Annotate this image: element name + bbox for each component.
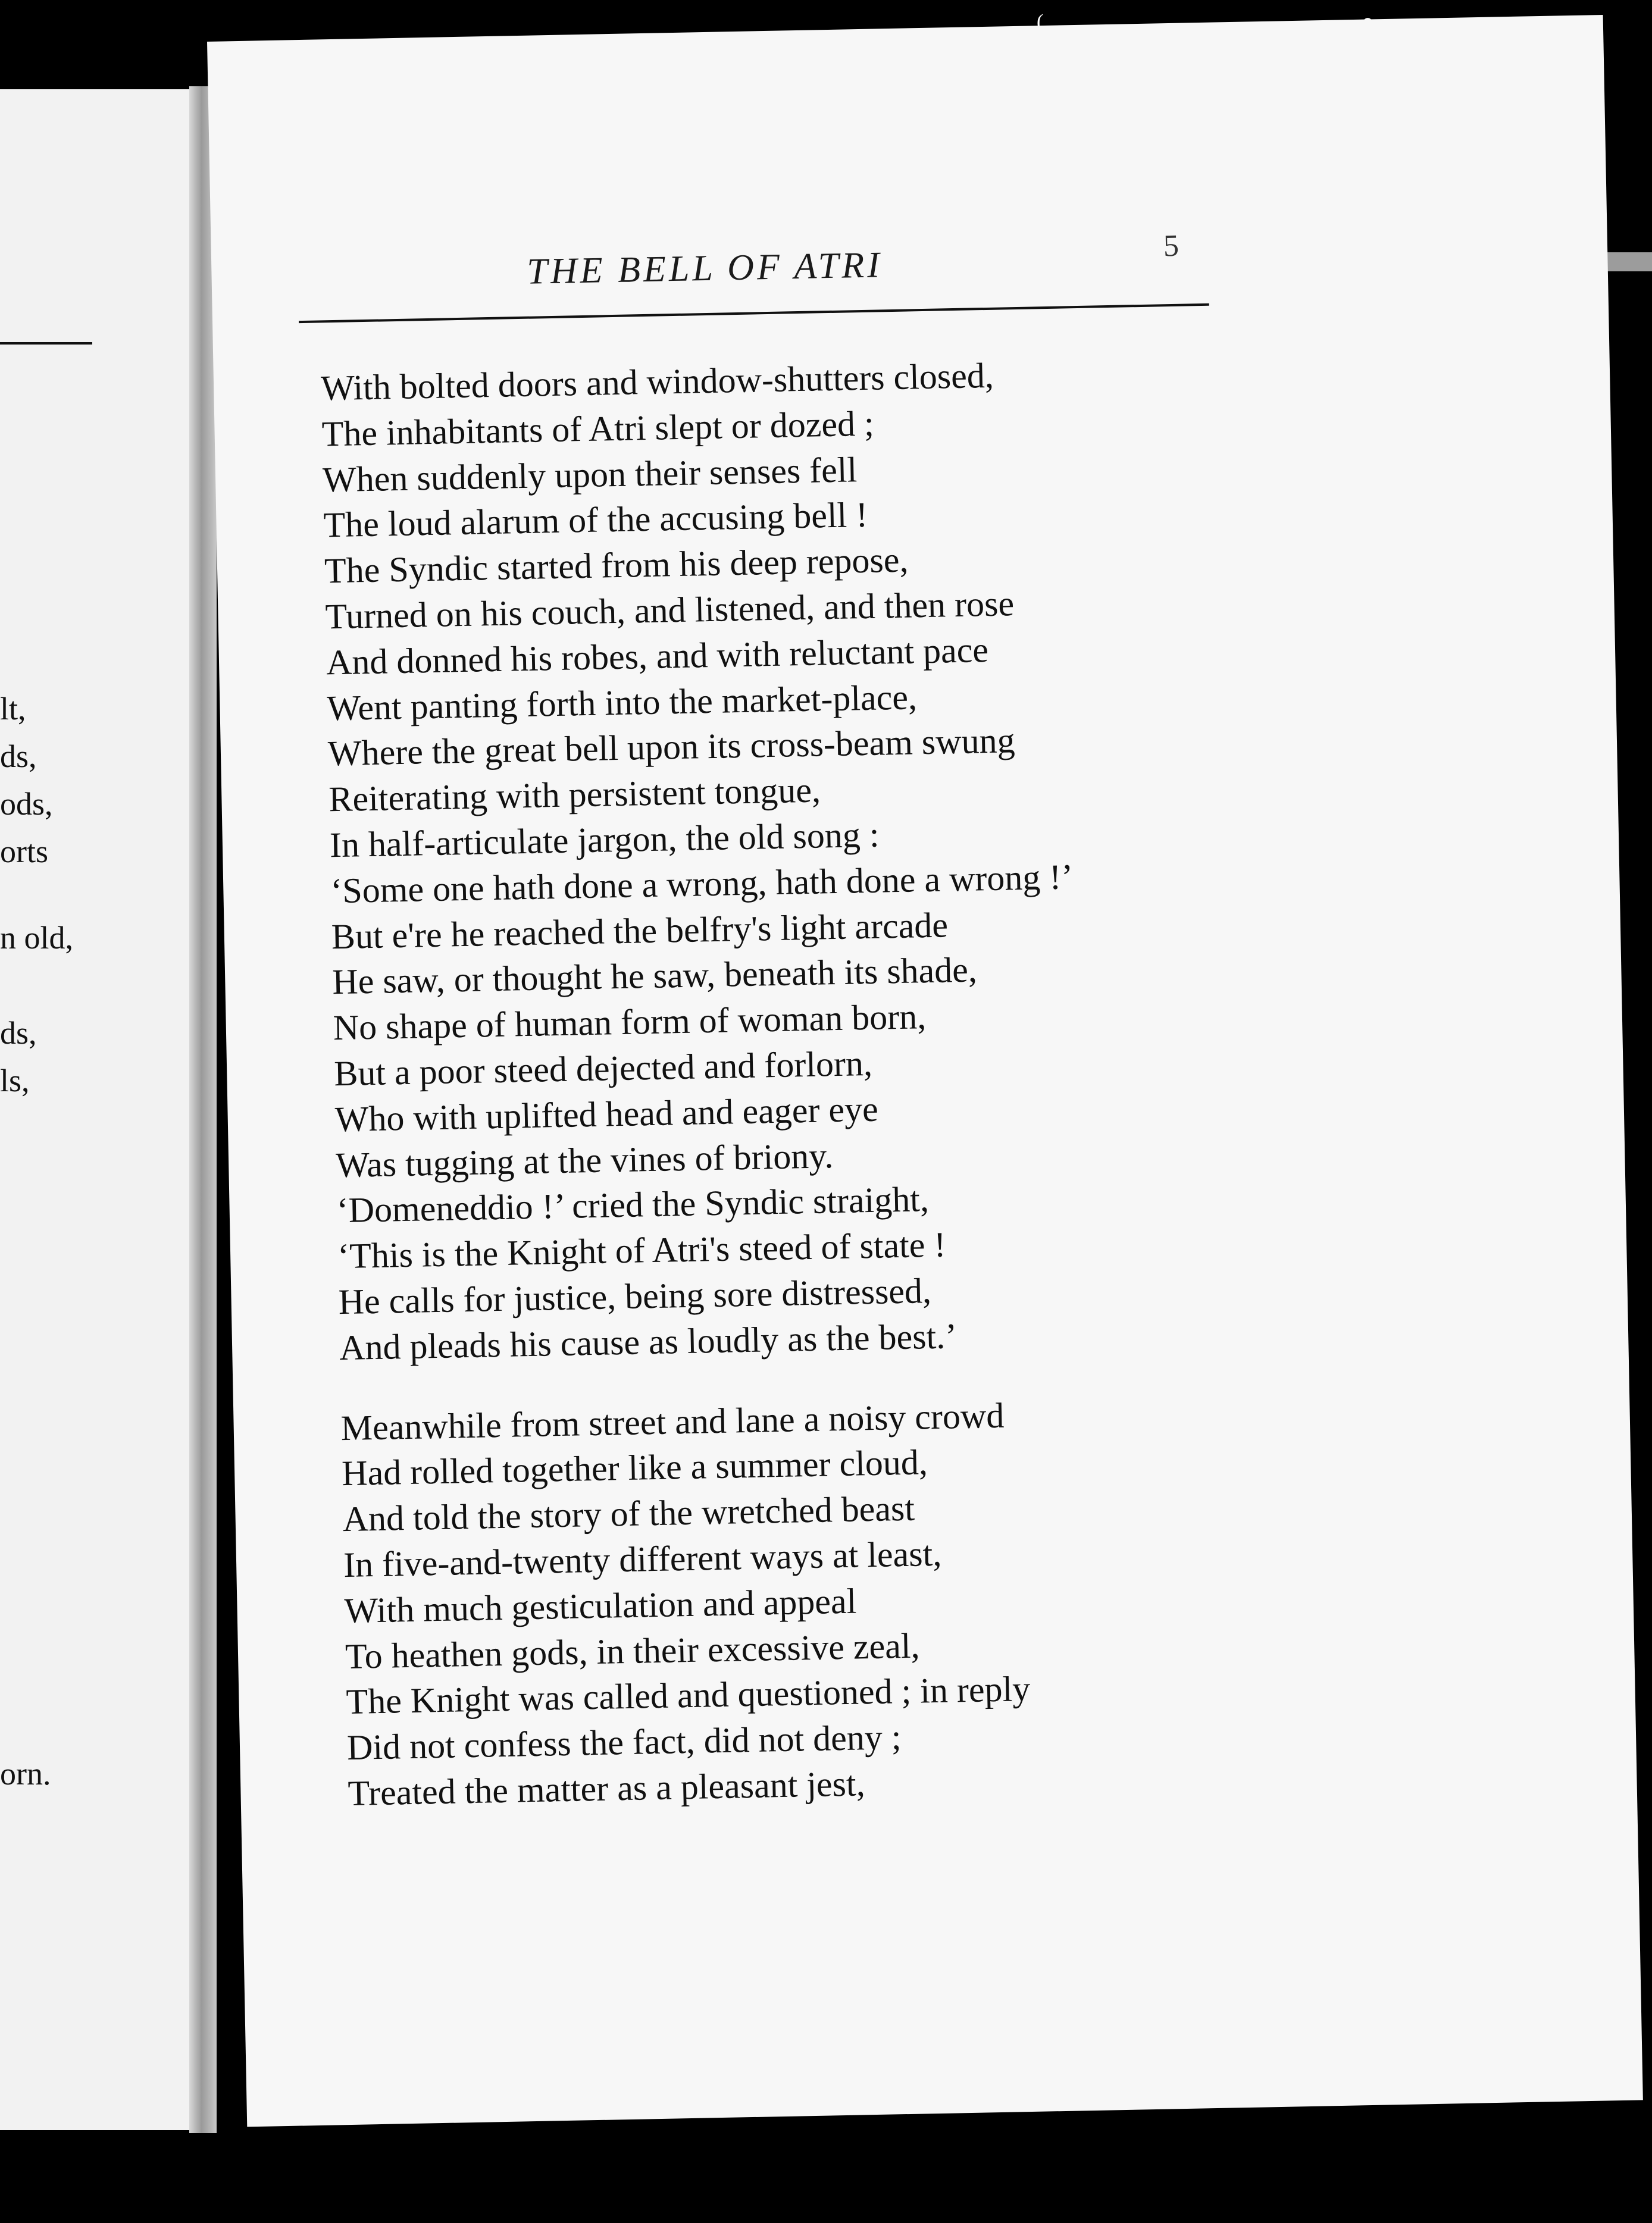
poem-line: And donned his robes, and with reluctant pace	[326, 630, 989, 682]
left-page-fragment: ods,	[0, 786, 53, 822]
left-page-fragment: ds,	[0, 738, 37, 774]
left-page-fragment: n old,	[0, 920, 74, 956]
header-rule	[299, 303, 1209, 323]
stanza-2	[340, 1391, 1091, 1817]
poem-line: Reiterating with persistent tongue,	[328, 770, 821, 819]
book-gutter	[189, 86, 217, 2133]
poem-line: The Syndic started from his deep repose,	[324, 540, 909, 591]
poem-line: Who with uplifted head and eager eye	[334, 1089, 879, 1139]
right-page	[207, 15, 1643, 2127]
left-page-fragment: lt,	[0, 691, 26, 727]
poem-line: He saw, or thought he saw, beneath its shade,	[331, 950, 978, 1002]
poem-line: The Knight was called and questioned ; in reply	[345, 1669, 1031, 1722]
stanza-1	[320, 351, 1082, 1370]
poem-line: He calls for justice, being sore distressed,	[338, 1270, 932, 1322]
poem-line: The inhabitants of Atri slept or dozed ;	[321, 403, 875, 454]
poem-line: Treated the matter as a pleasant jest,	[347, 1764, 866, 1813]
poem-line: But e're he reached the belfry's light arcade	[331, 904, 949, 956]
poem-line: Went panting forth into the market-place,	[326, 677, 918, 728]
poem-line: And told the story of the wretched beast	[342, 1488, 915, 1539]
poem-line: Meanwhile from street and lane a noisy crowd	[340, 1395, 1005, 1448]
poem-line: ‘Domeneddio !’ cried the Syndic straight,	[336, 1179, 930, 1231]
poem-line: To heathen gods, in their excessive zeal,	[345, 1626, 921, 1676]
poem-line: Was tugging at the vines of briony.	[335, 1135, 834, 1185]
poem-line: With bolted doors and window-shutters closed,	[320, 355, 994, 408]
left-facing-page	[0, 89, 208, 2130]
poem-line: In half-articulate jargon, the old song :	[329, 815, 880, 865]
poem-line: But a poor steed dejected and forlorn,	[333, 1043, 873, 1094]
left-page-fragment: orts	[0, 834, 48, 869]
poem-line: ‘Some one hath done a wrong, hath done a wrong !’	[330, 857, 1074, 911]
left-page-rule	[0, 342, 92, 345]
left-page-fragment: ds,	[0, 1015, 37, 1051]
poem-line: Turned on his couch, and listened, and then rose	[324, 584, 1015, 637]
poem-line: The loud alarum of the accusing bell !	[323, 495, 868, 545]
page-number: 5	[1163, 228, 1179, 264]
poem-text	[320, 351, 1091, 1816]
poem-line: Where the great bell upon its cross-beam swung	[327, 721, 1016, 774]
poem-line: ‘This is the Knight of Atri's steed of state !	[337, 1225, 947, 1276]
scan-speck: (	[1037, 11, 1044, 33]
poem-line: In five-and-twenty different ways at least,	[343, 1533, 942, 1585]
left-page-fragment: ls,	[0, 1063, 30, 1098]
poem-line: When suddenly upon their senses fell	[322, 449, 858, 499]
running-head: THE BELL OF ATRI	[526, 245, 883, 292]
poem-line: Had rolled together like a summer cloud,	[341, 1442, 928, 1494]
left-page-fragment: orn.	[0, 1756, 51, 1792]
poem-line: Did not confess the fact, did not deny ;	[346, 1717, 902, 1768]
poem-line: And pleads his cause as loudly as the best.’	[339, 1316, 958, 1367]
poem-line: No shape of human form of woman born,	[333, 997, 927, 1048]
poem-line: With much gesticulation and appeal	[344, 1581, 857, 1630]
